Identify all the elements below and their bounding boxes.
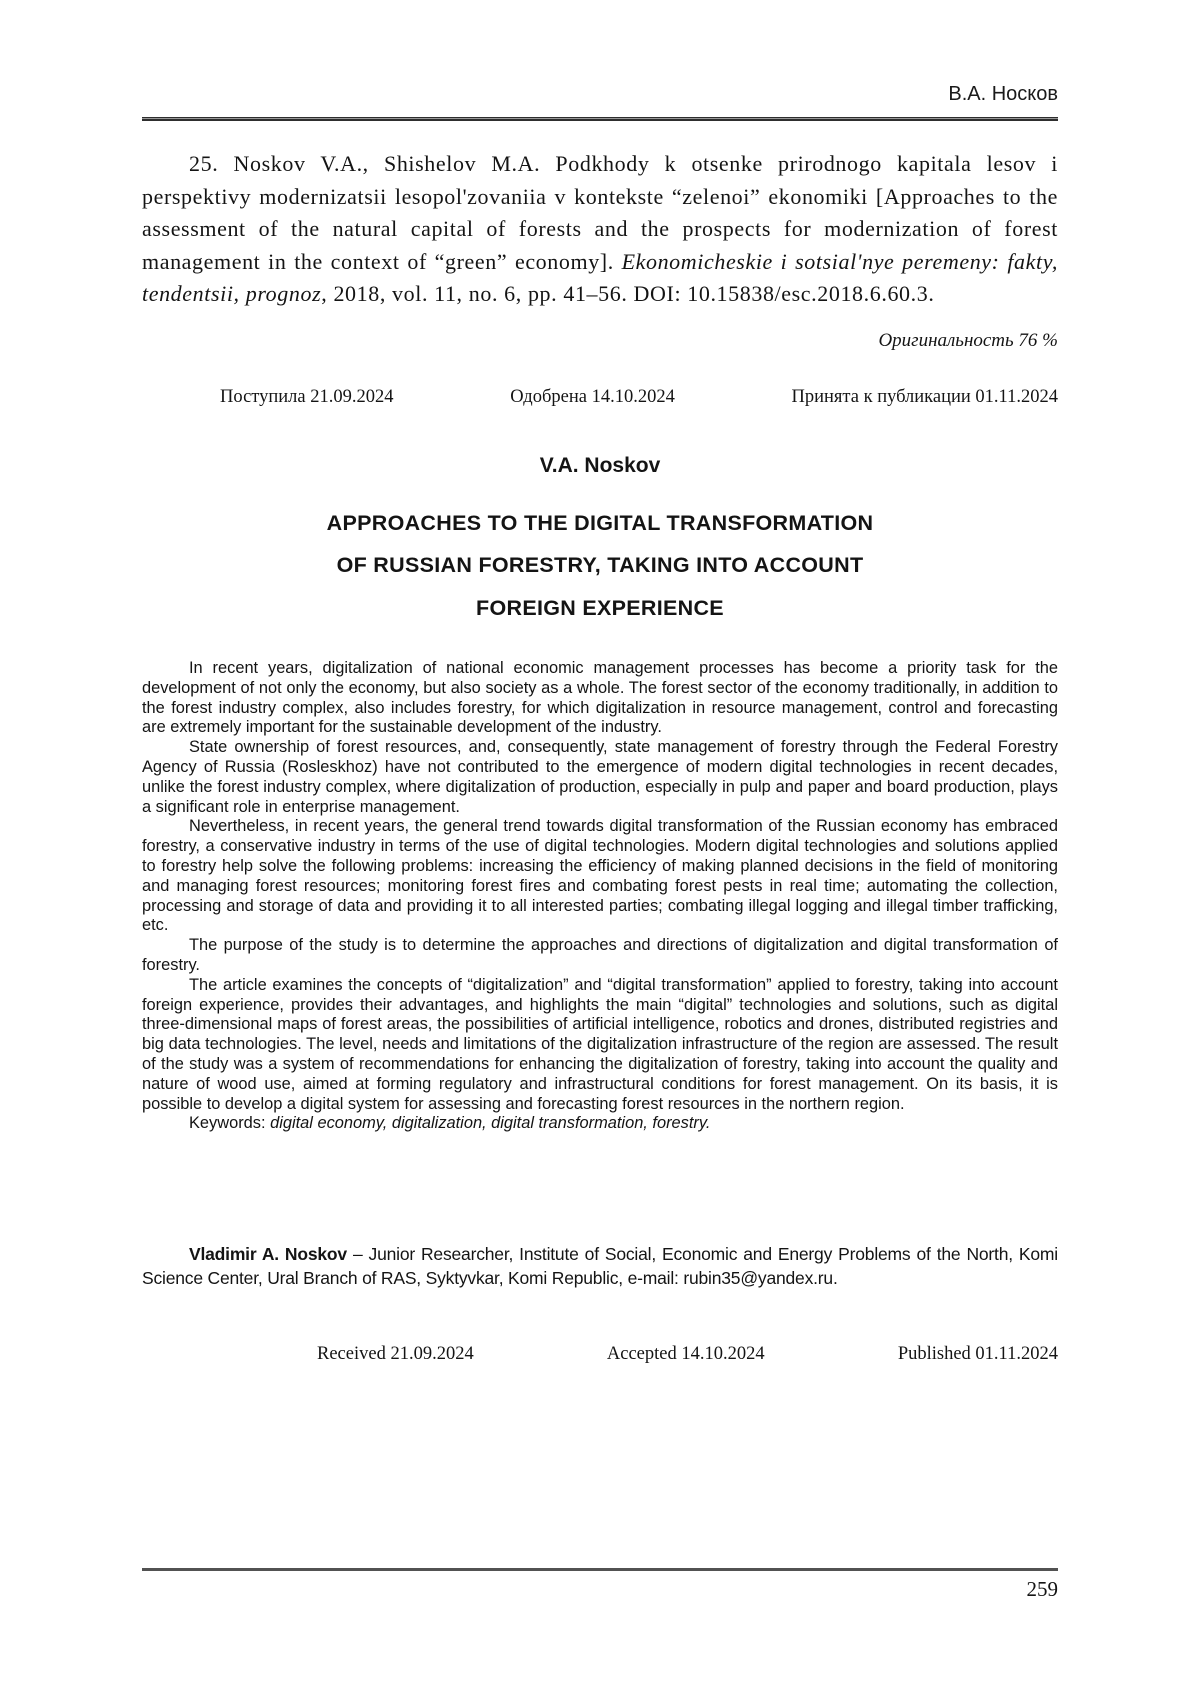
keywords-label: Keywords: <box>189 1114 271 1133</box>
abstract-paragraph: The article examines the concepts of “digitalization” and “digital transformation” applied to forestry, taking into account foreign experience, provides their advantages, and highlights the main “digital” technologies and solutions, such as digital three-dimensional maps of forest areas, the possibilities of artificial intelligence, robotics and drones, distributed registries and big data technologies. The level, needs and limitations of the digitalization infrastructure of the region are assessed. The result of the study was a system of recommendations for enhancing the digitalization of forestry, taking into account the quality and nature of wood use, aimed at forming regulatory and infrastructural conditions for forest management. On its basis, it is possible to develop a digital system for assessing and forecasting forest resources in the northern region. <box>142 975 1058 1113</box>
date-received-en: Received 21.09.2024 <box>317 1344 474 1365</box>
author-heading: V.A. Noskov <box>539 453 661 477</box>
date-published-en: Published 01.11.2024 <box>897 1344 1058 1365</box>
citation-lead: 25. Noskov V.A., Shishelov M.A. Podkhody k otsenke prirodnogo kapitala lesov i perspektivy modernizatsii lesopol'zovaniia v kontekste “zelenoi” ekonomiki [Approaches to the assessment of the natural capital of forests and the prospects for modernization of forest management in the context of “green” economy]. <box>142 151 1058 274</box>
page-footer <box>142 1568 1058 1602</box>
keywords-line <box>142 1114 1058 1134</box>
footer-rule <box>142 1568 1058 1571</box>
article-title-line-1: APPROACHES TO THE DIGITAL TRANSFORMATION <box>326 510 874 535</box>
author-affiliation: – Junior Researcher, Institute of Social, Economic and Energy Problems of the North, Komi Science Center, Ural Branch of RAS, Syktyvkar, Komi Republic, e-mail: rubin35@yandex.ru. <box>142 1244 1058 1289</box>
article-title-line-2: OF RUSSIAN FORESTRY, TAKING INTO ACCOUNT <box>336 553 864 577</box>
abstract-paragraph: The purpose of the study is to determine the approaches and directions of digitalization and digital transformation of forestry. <box>142 936 1058 974</box>
date-approved-ru: Одобрена 14.10.2024 <box>510 386 675 407</box>
originality-note: Оригинальность 76 % <box>878 329 1058 351</box>
abstract <box>142 659 1058 1134</box>
header-rule <box>142 117 1058 121</box>
keywords-list: digital economy, digitalization, digital transformation, forestry. <box>270 1114 711 1133</box>
citation-paragraph <box>142 148 1058 311</box>
citation-tail: , 2018, vol. 11, no. 6, pp. 41–56. DOI: 10.15838/esc.2018.6.60.3. <box>321 281 935 306</box>
citation-journal-name: Ekonomicheskie i sotsial'nye peremeny: fakty, tendentsii, prognoz <box>142 248 1058 306</box>
author-name: Vladimir A. Noskov <box>189 1244 347 1265</box>
article-title-line-3: FOREIGN EXPERIENCE <box>476 595 724 620</box>
article-title <box>142 502 1058 630</box>
abstract-paragraph: Nevertheless, in recent years, the general trend towards digital transformation of the Russian economy has embraced forestry, a conservative industry in terms of the use of digital technologies. Modern digital technologies and solutions applied to forestry help solve the following problems: increasing the efficiency of making planned decisions in the field of monitoring and managing forest resources; monitoring forest fires and combating forest pests in real time; automating the collection, processing and storage of data and providing it to all interested parties; combating illegal logging and illegal timber trafficking, etc. <box>142 817 1058 935</box>
russian-dates-row <box>142 385 1058 409</box>
date-accepted-ru: Принята к публикации 01.11.2024 <box>791 386 1058 407</box>
running-head: В.А. Носков <box>948 83 1058 105</box>
date-accepted-en: Accepted 14.10.2024 <box>606 1344 765 1365</box>
abstract-paragraph: In recent years, digitalization of national economic management processes has become a priority task for the development of not only the economy, but also society as a whole. The forest sector of the economy traditionally, in addition to the forest industry complex, also includes forestry, for which digitalization in resource management, control and forecasting are extremely important for the sustainable development of the industry. <box>142 659 1058 737</box>
author-info <box>142 1242 1058 1290</box>
author-info-paragraph <box>142 1242 1058 1290</box>
reference-citation <box>142 148 1058 311</box>
page-number: 259 <box>1026 1577 1058 1601</box>
date-submitted-ru: Поступила 21.09.2024 <box>220 386 394 407</box>
english-dates-row <box>142 1342 1058 1366</box>
abstract-paragraph: State ownership of forest resources, and, consequently, state management of forestry through the Federal Forestry Agency of Russia (Rosleskhoz) have not contributed to the emergence of modern digital technologies in recent decades, unlike the forest industry complex, where digitalization of production, especially in pulp and paper and board production, plays a significant role in enterprise management. <box>142 738 1058 816</box>
